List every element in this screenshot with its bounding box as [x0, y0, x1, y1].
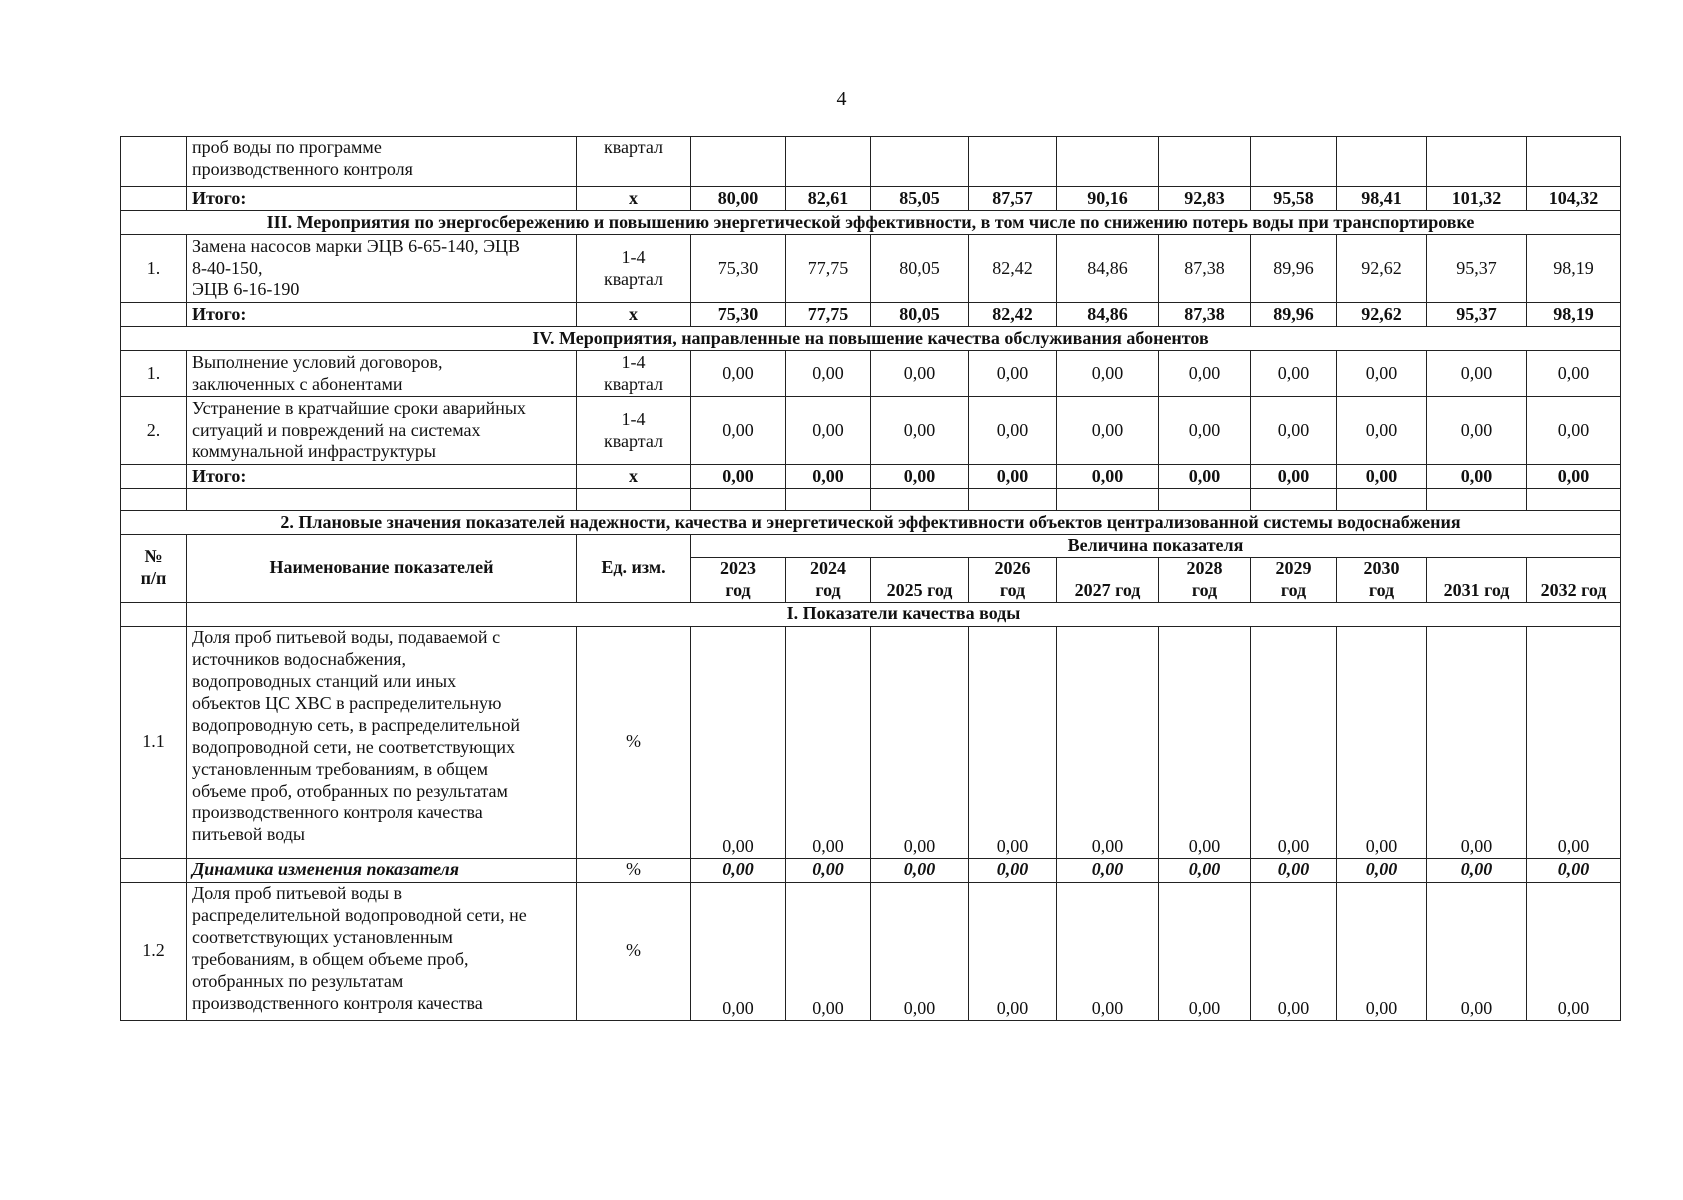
- value-cell: 0,00: [1251, 626, 1337, 858]
- value-cell: 90,16: [1057, 187, 1159, 211]
- value-cell: 82,61: [786, 187, 871, 211]
- value-cell: 0,00: [1337, 858, 1427, 882]
- value-cell: 0,00: [691, 351, 786, 397]
- value-cell: 0,00: [1159, 858, 1251, 882]
- value-cell: 0,00: [786, 626, 871, 858]
- year-header: 2028: [1186, 557, 1223, 578]
- plan-table: [120, 136, 1621, 1021]
- row-name-cont: производственного контроля: [192, 158, 413, 179]
- value-cell: 0,00: [1527, 626, 1621, 858]
- value-cell: 0,00: [969, 882, 1057, 1020]
- value-cell: 101,32: [1427, 187, 1527, 211]
- value-cell: 95,37: [1427, 303, 1527, 327]
- value-cell: 80,05: [871, 235, 969, 303]
- value-cell: 75,30: [691, 235, 786, 303]
- row-name-cont: источников водоснабжения,: [192, 648, 406, 669]
- row-name: Устранение в кратчайшие сроки аварийных: [192, 397, 526, 418]
- value-cell: 0,00: [1427, 858, 1527, 882]
- value-cell: 92,62: [1337, 303, 1427, 327]
- value-cell: 0,00: [1057, 465, 1159, 489]
- value-cell: 0,00: [871, 465, 969, 489]
- year-header: 2029: [1275, 557, 1312, 578]
- row-name-cont: производственного контроля качества: [192, 992, 483, 1013]
- section-row: [121, 511, 1621, 535]
- row-name-cont: водопроводную сеть, в распределительной: [192, 714, 520, 735]
- row-period-cont: квартал: [604, 430, 663, 451]
- part-title: 2. Плановые значения показателей надежности, качества и энергетической эффективности объектов централизованной системы водоснабжения: [121, 511, 1621, 535]
- value-cell: 75,30: [691, 303, 786, 327]
- row-name-cont: отобранных по результатам: [192, 970, 404, 991]
- year-header-cont: год: [1368, 579, 1395, 600]
- row-name-cont: ситуаций и повреждений на системах: [192, 419, 481, 440]
- total-row: [121, 465, 1621, 489]
- row-period: 1-4: [621, 351, 646, 372]
- value-cell: 0,00: [1337, 465, 1427, 489]
- value-cell: 82,42: [969, 235, 1057, 303]
- value-cell: 0,00: [969, 351, 1057, 397]
- value-cell: 0,00: [1057, 882, 1159, 1020]
- year-header-cont: год: [815, 579, 841, 600]
- year-header-cont: год: [725, 579, 751, 600]
- header-name: Наименование показателей: [187, 535, 577, 603]
- row-name-cont: производственного контроля качества: [192, 802, 483, 823]
- year-header: 2026: [994, 557, 1031, 578]
- row-number: 1.: [121, 351, 187, 397]
- row-name: Замена насосов марки ЭЦВ 6-65-140, ЭЦВ: [192, 235, 520, 256]
- year-header: 2030: [1363, 557, 1400, 578]
- year-header: 2031 год: [1427, 557, 1527, 602]
- value-cell: 80,00: [691, 187, 786, 211]
- row-period: 1-4: [621, 246, 646, 267]
- table-row: [121, 351, 1621, 397]
- value-cell: 0,00: [786, 858, 871, 882]
- row-period-cont: квартал: [604, 373, 663, 394]
- value-cell: 0,00: [1337, 397, 1427, 465]
- section-row: [121, 327, 1621, 351]
- total-row: [121, 303, 1621, 327]
- value-cell: 87,38: [1159, 303, 1251, 327]
- dynamics-row: [121, 858, 1621, 882]
- value-cell: 0,00: [1159, 465, 1251, 489]
- year-header-cont: год: [1280, 579, 1307, 600]
- value-cell: 95,58: [1251, 187, 1337, 211]
- value-cell: 98,19: [1527, 235, 1621, 303]
- value-cell: 0,00: [969, 465, 1057, 489]
- value-cell: 0,00: [1057, 626, 1159, 858]
- value-cell: 0,00: [871, 351, 969, 397]
- value-cell: 0,00: [1159, 351, 1251, 397]
- value-cell: 85,05: [871, 187, 969, 211]
- value-cell: 87,38: [1159, 235, 1251, 303]
- row-number: 2.: [121, 397, 187, 465]
- value-cell: 77,75: [786, 235, 871, 303]
- value-cell: 0,00: [1527, 397, 1621, 465]
- row-name: Выполнение условий договоров,: [192, 351, 443, 372]
- row-name: Доля проб питьевой воды в: [192, 882, 403, 903]
- value-cell: 0,00: [1057, 858, 1159, 882]
- row-number: 1.1: [121, 626, 187, 858]
- value-cell: 0,00: [1427, 626, 1527, 858]
- value-cell: 0,00: [1251, 858, 1337, 882]
- value-cell: 84,86: [1057, 303, 1159, 327]
- total-label: Итого:: [187, 465, 577, 489]
- value-cell: 0,00: [691, 626, 786, 858]
- row-name-cont: установленным требованиям, в общем: [192, 758, 488, 779]
- value-cell: 98,41: [1337, 187, 1427, 211]
- value-cell: 77,75: [786, 303, 871, 327]
- value-cell: 0,00: [969, 626, 1057, 858]
- year-header: 2027 год: [1057, 557, 1159, 602]
- total-unit: х: [577, 465, 691, 489]
- value-cell: 0,00: [1427, 882, 1527, 1020]
- value-cell: 0,00: [1159, 397, 1251, 465]
- dynamics-label: Динамика изменения показателя: [187, 858, 577, 882]
- row-name-cont: соответствующих установленным: [192, 926, 453, 947]
- year-header: 2023: [720, 557, 756, 578]
- table-row: [121, 137, 1621, 187]
- year-header-cont: год: [999, 579, 1026, 600]
- value-cell: 89,96: [1251, 303, 1337, 327]
- table-row: [121, 626, 1621, 858]
- row-period: квартал: [577, 137, 691, 187]
- value-cell: 0,00: [1057, 351, 1159, 397]
- value-cell: 0,00: [969, 397, 1057, 465]
- year-header-cont: год: [1191, 579, 1218, 600]
- value-cell: 0,00: [1057, 397, 1159, 465]
- table-row: [121, 397, 1621, 465]
- value-cell: 0,00: [691, 465, 786, 489]
- total-label: Итого:: [187, 303, 577, 327]
- value-cell: 0,00: [786, 465, 871, 489]
- value-cell: 0,00: [691, 397, 786, 465]
- row-number: 1.2: [121, 882, 187, 1020]
- value-cell: 0,00: [1251, 351, 1337, 397]
- value-cell: 0,00: [1337, 351, 1427, 397]
- total-row: [121, 187, 1621, 211]
- value-cell: 95,37: [1427, 235, 1527, 303]
- value-cell: 92,62: [1337, 235, 1427, 303]
- table-row: [121, 882, 1621, 1020]
- row-period-cont: квартал: [604, 268, 663, 289]
- section-title: I. Показатели качества воды: [187, 602, 1621, 626]
- value-cell: 0,00: [691, 882, 786, 1020]
- section-row: [121, 602, 1621, 626]
- value-cell: 0,00: [1527, 351, 1621, 397]
- section-title: IV. Мероприятия, направленные на повышение качества обслуживания абонентов: [121, 327, 1621, 351]
- value-cell: 0,00: [871, 858, 969, 882]
- value-cell: 0,00: [1527, 465, 1621, 489]
- value-cell: 0,00: [1251, 465, 1337, 489]
- row-name-cont: объеме проб, отобранных по результатам: [192, 780, 508, 801]
- row-name-cont: объектов ЦС ХВС в распределительную: [192, 692, 502, 713]
- value-cell: 0,00: [786, 882, 871, 1020]
- dynamics-unit: %: [577, 858, 691, 882]
- header-row: [121, 535, 1621, 558]
- section-title: III. Мероприятия по энергосбережению и повышению энергетической эффективности, в том числе по снижению потерь воды при транспортировке: [121, 211, 1621, 235]
- header-num-cont: п/п: [140, 568, 167, 589]
- value-cell: 92,83: [1159, 187, 1251, 211]
- value-cell: 89,96: [1251, 235, 1337, 303]
- value-cell: 82,42: [969, 303, 1057, 327]
- row-name-cont: заключенных с абонентами: [192, 373, 403, 394]
- value-cell: 87,57: [969, 187, 1057, 211]
- value-cell: 0,00: [871, 626, 969, 858]
- year-header: 2032 год: [1527, 557, 1621, 602]
- table-row: [121, 235, 1621, 303]
- row-name-cont: водопроводной сети, не соответствующих: [192, 736, 516, 757]
- value-cell: 0,00: [1159, 626, 1251, 858]
- header-unit: Ед. изм.: [577, 535, 691, 603]
- row-name-cont: коммунальной инфраструктуры: [192, 441, 436, 462]
- value-cell: 0,00: [1251, 397, 1337, 465]
- value-cell: 0,00: [1337, 882, 1427, 1020]
- row-name: Доля проб питьевой воды, подаваемой с: [192, 626, 501, 647]
- value-cell: 0,00: [691, 858, 786, 882]
- value-cell: 0,00: [1337, 626, 1427, 858]
- value-cell: 104,32: [1527, 187, 1621, 211]
- row-name-cont: водопроводных станций или иных: [192, 670, 457, 691]
- row-name: проб воды по программе: [192, 137, 382, 157]
- row-name-cont: 8-40-150,: [192, 257, 263, 278]
- header-num: №: [144, 546, 163, 567]
- total-unit: х: [577, 303, 691, 327]
- value-cell: 84,86: [1057, 235, 1159, 303]
- row-unit: %: [577, 626, 691, 858]
- year-header: 2024: [810, 557, 846, 578]
- year-header: 2025 год: [871, 557, 969, 602]
- value-cell: 0,00: [1427, 465, 1527, 489]
- value-cell: 0,00: [871, 397, 969, 465]
- value-cell: 0,00: [1427, 397, 1527, 465]
- page-number: 4: [836, 88, 847, 110]
- value-cell: 0,00: [1159, 882, 1251, 1020]
- value-cell: 0,00: [871, 882, 969, 1020]
- value-cell: 0,00: [1527, 882, 1621, 1020]
- value-cell: 98,19: [1527, 303, 1621, 327]
- value-cell: 0,00: [1251, 882, 1337, 1020]
- header-group: Величина показателя: [691, 535, 1621, 558]
- value-cell: 0,00: [1527, 858, 1621, 882]
- row-name-cont: питьевой воды: [192, 824, 305, 845]
- value-cell: 0,00: [969, 858, 1057, 882]
- value-cell: 0,00: [786, 397, 871, 465]
- row-name-cont: распределительной водопроводной сети, не: [192, 904, 527, 925]
- row-unit: %: [577, 882, 691, 1020]
- row-number: 1.: [121, 235, 187, 303]
- row-name-cont: требованиям, в общем объеме проб,: [192, 948, 469, 969]
- section-row: [121, 211, 1621, 235]
- value-cell: 0,00: [1427, 351, 1527, 397]
- total-unit: х: [577, 187, 691, 211]
- value-cell: 0,00: [786, 351, 871, 397]
- empty-row: [121, 489, 1621, 511]
- row-name-cont: ЭЦВ 6-16-190: [192, 279, 300, 300]
- total-label: Итого:: [187, 187, 577, 211]
- value-cell: 80,05: [871, 303, 969, 327]
- row-period: 1-4: [621, 408, 646, 429]
